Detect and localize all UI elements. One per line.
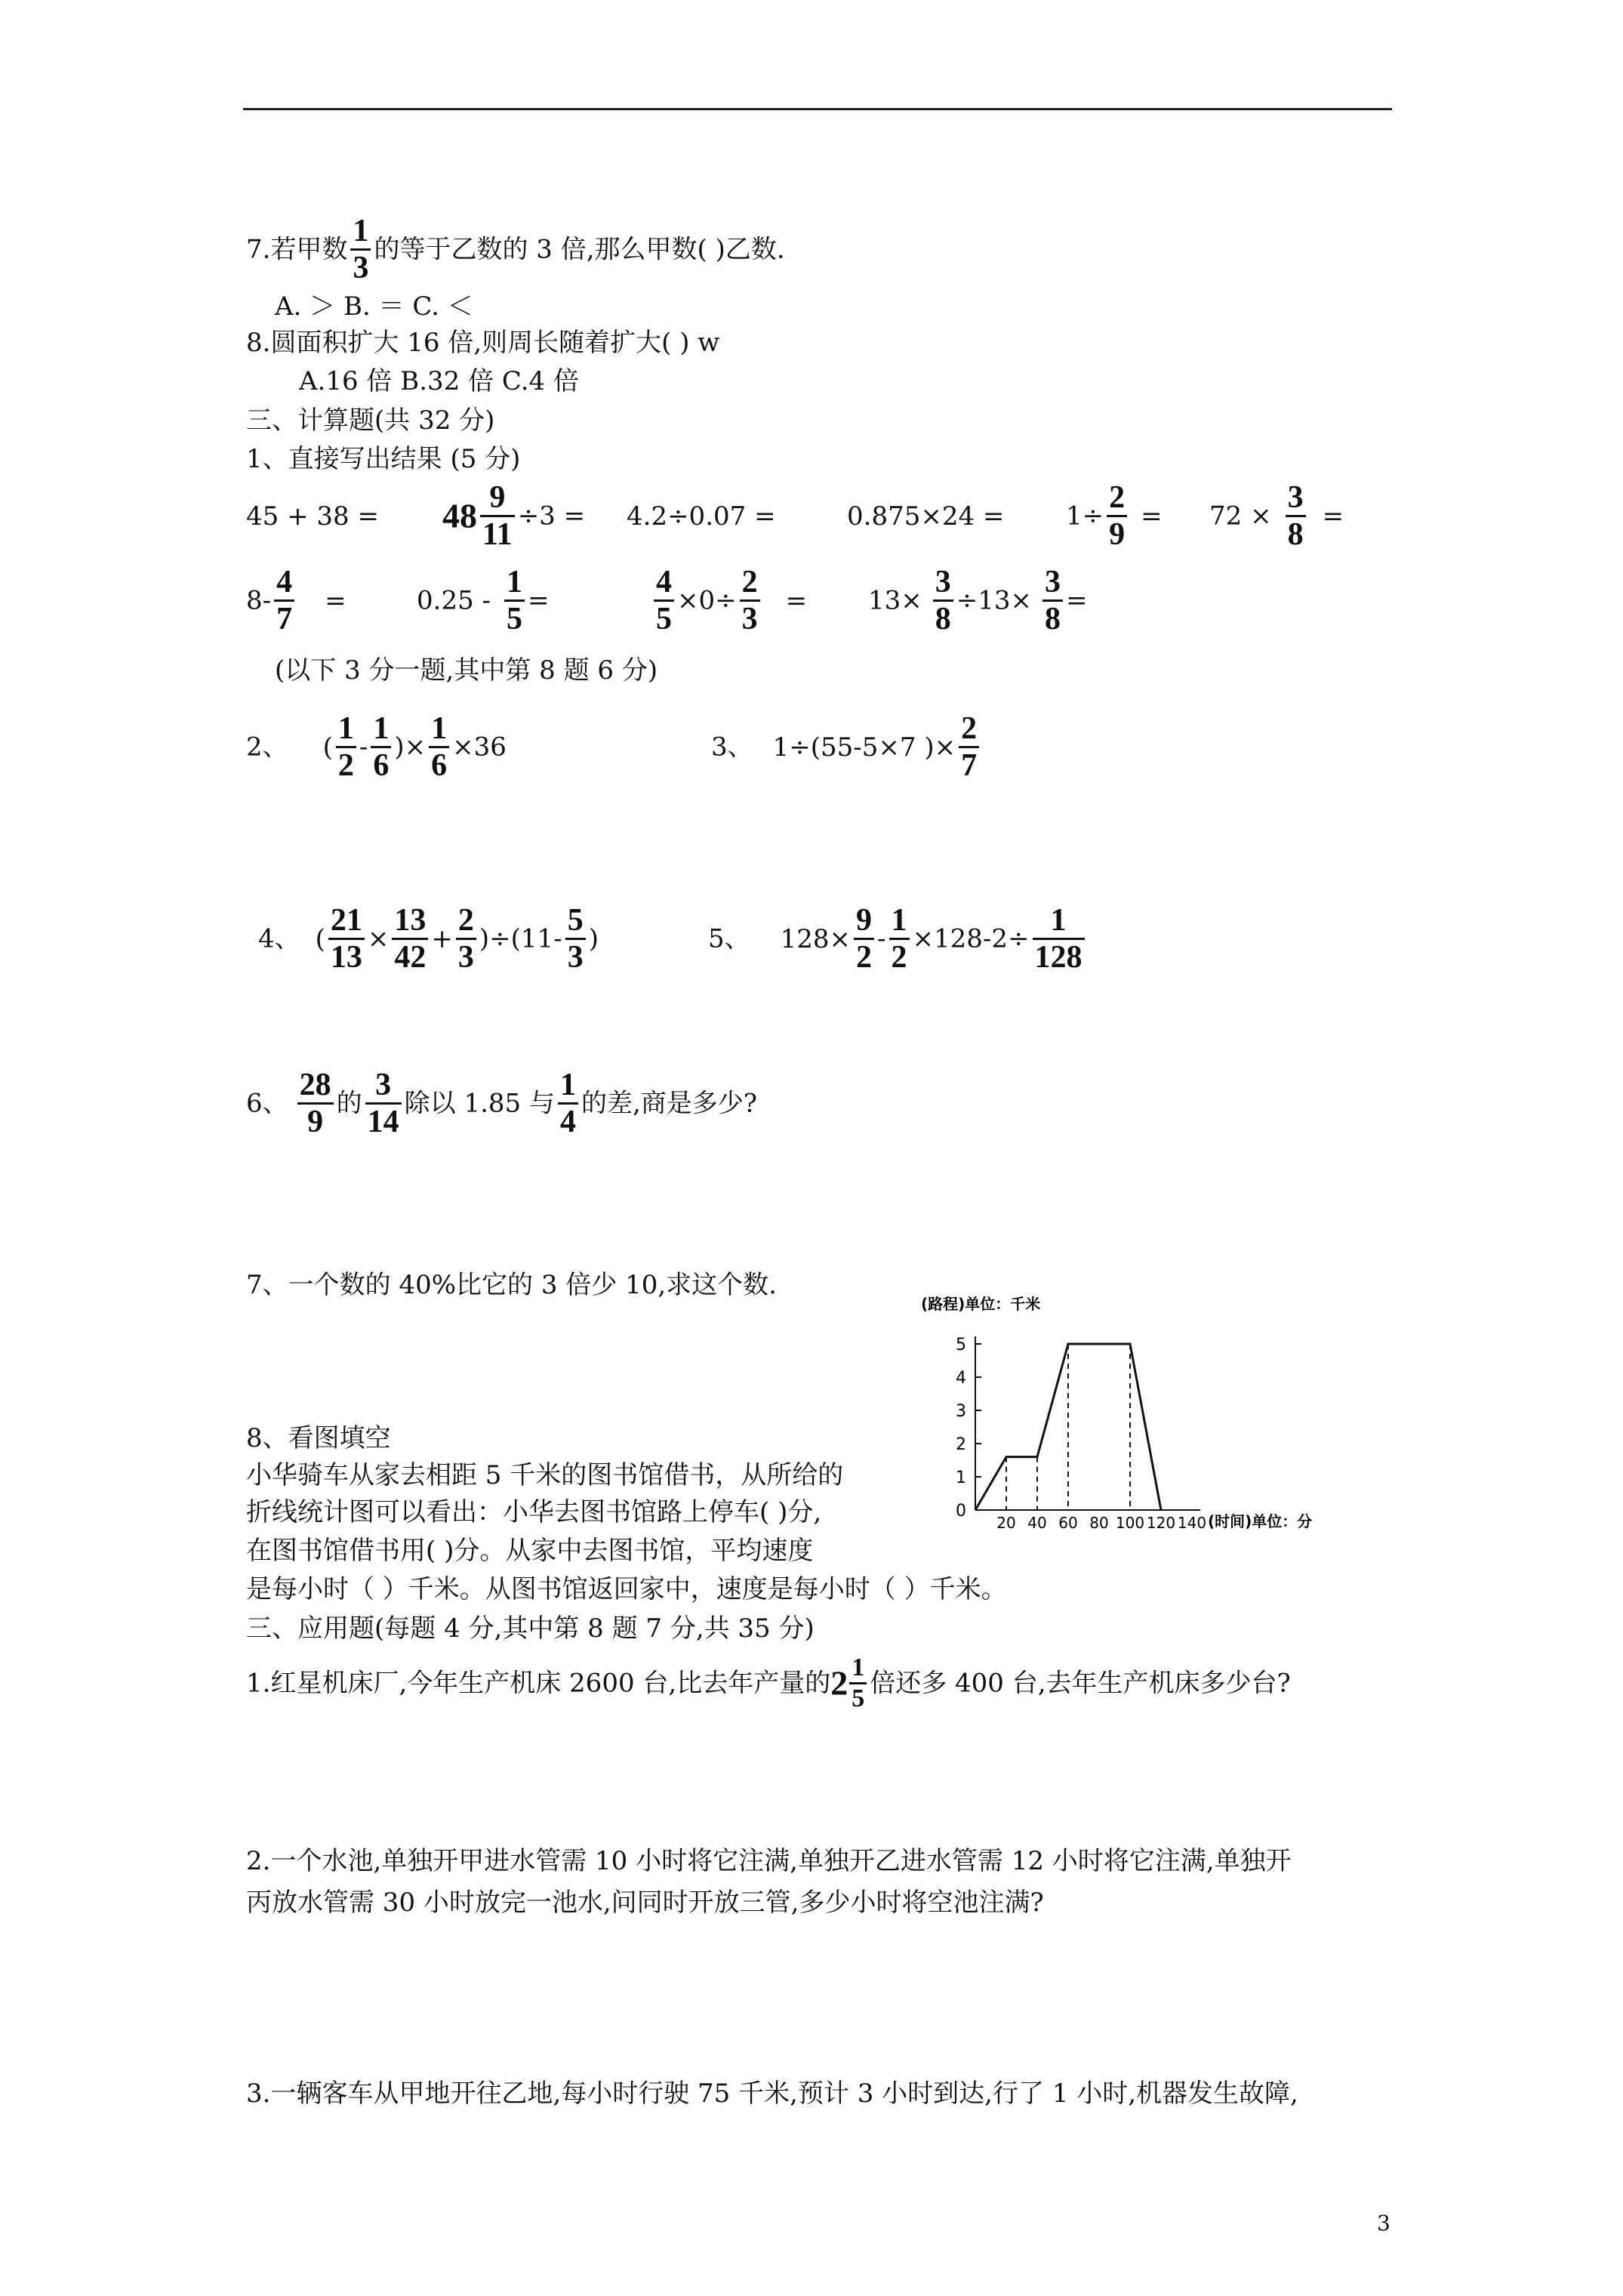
problem-4: 4、 ( $\frac{21}{13}$ × $\frac{13}{42}$ + $\frac{2}{3}$ )÷(11- $\frac{5}{3}$ ) — [258, 903, 599, 975]
calc1-item-e: 1÷ $\frac{2}{9}$ = — [1066, 480, 1163, 552]
problem-8-line-4: 是每小时（ ）千米。从图书馆返回家中，速度是每小时（ ）千米。 — [246, 1574, 1007, 1604]
chart-x-tick-label: 100 — [1115, 1514, 1145, 1532]
application-3: 3.一辆客车从甲地开往乙地,每小时行驶 75 千米,预计 3 小时到达,行了 1 小时,机器发生故障, — [246, 2079, 1298, 2109]
chart-y-tick-label: 1 — [956, 1469, 966, 1487]
chart-y-tick-label: 2 — [956, 1435, 966, 1454]
chart-y-tick-label: 5 — [956, 1336, 966, 1354]
problem-7: 7、一个数的 40%比它的 3 倍少 10,求这个数. — [246, 1270, 777, 1300]
question-8: 8.圆面积扩大 16 倍,则周长随着扩大( ) w — [246, 328, 720, 358]
calc1-heading: 1、直接写出结果 (5 分) — [246, 444, 521, 474]
calc1-item-h: 0.25 - $\frac{1}{5}$ = — [417, 565, 550, 636]
calc1-item-c: 4.2÷0.07 = — [627, 501, 776, 532]
chart-x-tick-label: 140 — [1177, 1514, 1207, 1532]
question-8-options: A.16 倍 B.32 倍 C.4 倍 — [299, 366, 579, 396]
application-1: 1.红星机床厂,今年生产机床 2600 台,比去年产量的2 $\frac{1}{5}$ 倍还多 400 台,去年生产机床多少台? — [246, 1653, 1291, 1712]
chart-x-tick-label: 120 — [1146, 1514, 1176, 1532]
page-number: 3 — [1377, 2211, 1390, 2236]
calc1-item-g: 8- $\frac{4}{7}$ = — [246, 565, 346, 636]
application-2-line-1: 2.一个水池,单独开甲进水管需 10 小时将它注满,单独开乙进水管需 12 小时将它注满,单独开 — [246, 1846, 1292, 1876]
chart-x-tick-label: 20 — [996, 1514, 1016, 1532]
question-7: 7.若甲数 $\frac{1}{3}$ 的等于乙数的 3 倍,那么甲数( )乙数. — [246, 214, 785, 285]
chart-x-tick-label: 80 — [1089, 1514, 1109, 1532]
question-7-options: A. ＞ B. ＝ C. ＜ — [275, 291, 473, 322]
calc1-item-f: 72 × $\frac{3}{8}$ = — [1209, 480, 1344, 552]
problem-8-heading: 8、看图填空 — [246, 1423, 391, 1453]
header-rule — [243, 108, 1392, 110]
problem-8-line-1: 小华骑车从家去相距 5 千米的图书馆借书，从所给的 — [246, 1460, 844, 1490]
distance-time-chart — [913, 1284, 1336, 1540]
calc1-item-i: $\frac{4}{5}$ ×0÷ $\frac{2}{3}$ = — [651, 565, 807, 636]
chart-y-tick-label: 0 — [956, 1502, 966, 1521]
calc1-item-b: 48 $\frac{9}{11}$ ÷3 = — [442, 480, 586, 552]
calc1-item-d: 0.875×24 = — [847, 501, 1005, 532]
problem-6: 6、 $\frac{28}{9}$ 的 $\frac{3}{14}$ 除以 1.85 与 $\frac{1}{4}$ 的差,商是多少? — [246, 1068, 758, 1139]
calc1-item-a: 45 + 38 = — [246, 501, 379, 532]
chart-x-tick-label: 40 — [1027, 1514, 1047, 1532]
scoring-note: (以下 3 分一题,其中第 8 题 6 分) — [275, 655, 658, 686]
problem-5: 5、 128× $\frac{9}{2}$ - $\frac{1}{2}$ ×128-2÷ $\frac{1}{128}$ — [708, 903, 1088, 975]
section-calc-heading: 三、计算题(共 32 分) — [246, 405, 495, 436]
chart-x-tick-label: 60 — [1058, 1514, 1078, 1532]
problem-2: 2、 ( $\frac{1}{2}$ - $\frac{1}{6}$ )× $\frac{1}{6}$ ×36 — [246, 711, 507, 783]
chart-x-axis-label: (时间)单位：分 — [1208, 1512, 1313, 1530]
chart-y-axis-label: (路程)单位：千米 — [921, 1295, 1041, 1313]
problem-8-line-2: 折线统计图可以看出：小华去图书馆路上停车( )分, — [246, 1497, 822, 1527]
problem-3: 3、 1÷(55-5×7 )× $\frac{2}{7}$ — [711, 711, 982, 783]
problem-8-line-3: 在图书馆借书用( )分。从家中去图书馆，平均速度 — [246, 1536, 814, 1566]
chart-y-tick-label: 3 — [956, 1402, 966, 1421]
calc1-item-j: 13× $\frac{3}{8}$ ÷13× $\frac{3}{8}$ = — [868, 565, 1088, 636]
application-2-line-2: 丙放水管需 30 小时放完一池水,问同时开放三管,多少小时将空池注满? — [246, 1888, 1044, 1918]
section-application-heading: 三、应用题(每题 4 分,其中第 8 题 7 分,共 35 分) — [246, 1613, 815, 1644]
chart-y-tick-label: 4 — [956, 1369, 966, 1388]
fraction: $\frac{1}{3}$ — [350, 214, 371, 285]
